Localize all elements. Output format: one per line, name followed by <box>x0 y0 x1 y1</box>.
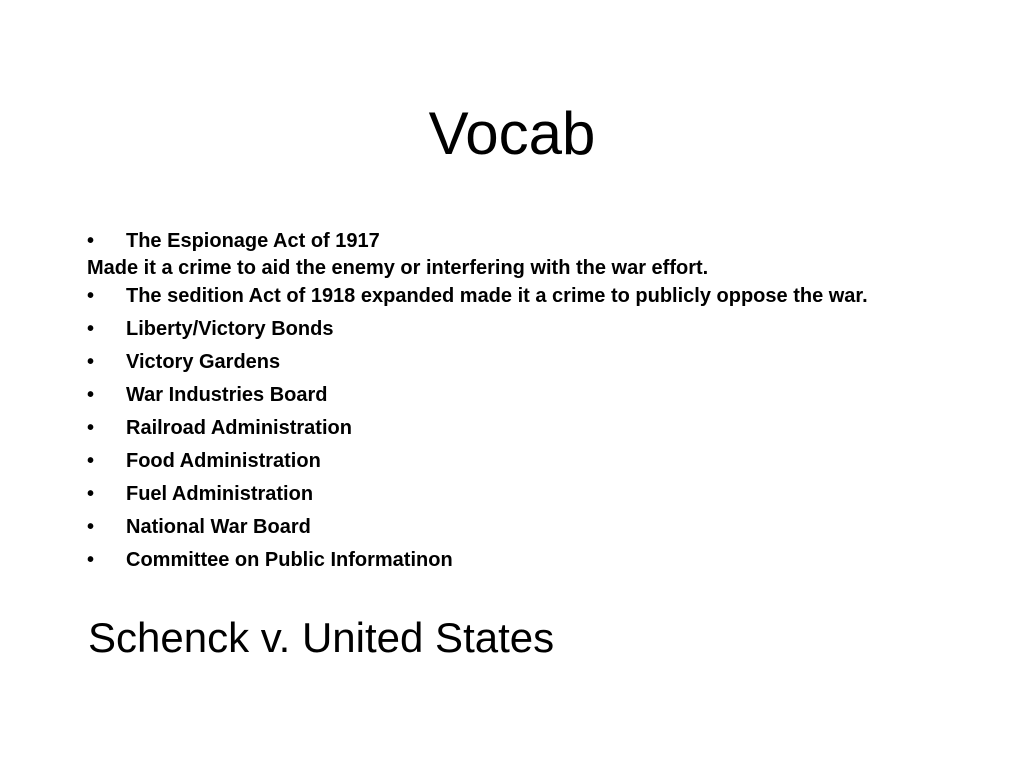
bullet-icon: • <box>87 450 95 472</box>
slide-subheading: Schenck v. United States <box>88 614 555 661</box>
bullet-icon: • <box>87 516 95 538</box>
list-item-text: National War Board <box>126 516 311 538</box>
list-item <box>87 481 937 507</box>
bullet-icon: • <box>87 230 95 252</box>
bullet-icon: • <box>87 318 95 340</box>
bullet-icon: • <box>87 417 95 439</box>
bullet-icon: • <box>87 351 95 373</box>
list-item-text: Fuel Administration <box>126 483 314 505</box>
list-item <box>87 283 937 309</box>
bullet-icon: • <box>87 384 95 406</box>
list-item <box>87 448 937 474</box>
list-item-text: Victory Gardens <box>126 351 281 373</box>
list-item <box>87 228 937 254</box>
list-item <box>87 547 937 573</box>
list-item <box>87 382 937 408</box>
bullet-icon: • <box>87 285 95 307</box>
bullet-icon: • <box>87 483 95 505</box>
list-item-description: Made it a crime to aid the enemy or interfering with the war effort. <box>87 257 709 279</box>
list-item <box>87 316 937 342</box>
list-item-text: War Industries Board <box>126 384 328 406</box>
list-item <box>87 349 937 375</box>
list-item <box>87 514 937 540</box>
list-item-text: Food Administration <box>126 450 321 472</box>
list-item-text: The sedition Act of 1918 expanded made it a crime to publicly oppose the war. <box>126 285 868 307</box>
list-item <box>87 415 937 441</box>
list-item-text: Liberty/Victory Bonds <box>126 318 334 340</box>
list-item-text: Committee on Public Informatinon <box>126 549 453 571</box>
bullet-icon: • <box>87 549 95 571</box>
list-item-text: The Espionage Act of 1917 <box>126 230 380 252</box>
slide-title: Vocab <box>428 100 596 167</box>
list-item-text: Railroad Administration <box>126 417 352 439</box>
slide-body <box>87 228 937 580</box>
